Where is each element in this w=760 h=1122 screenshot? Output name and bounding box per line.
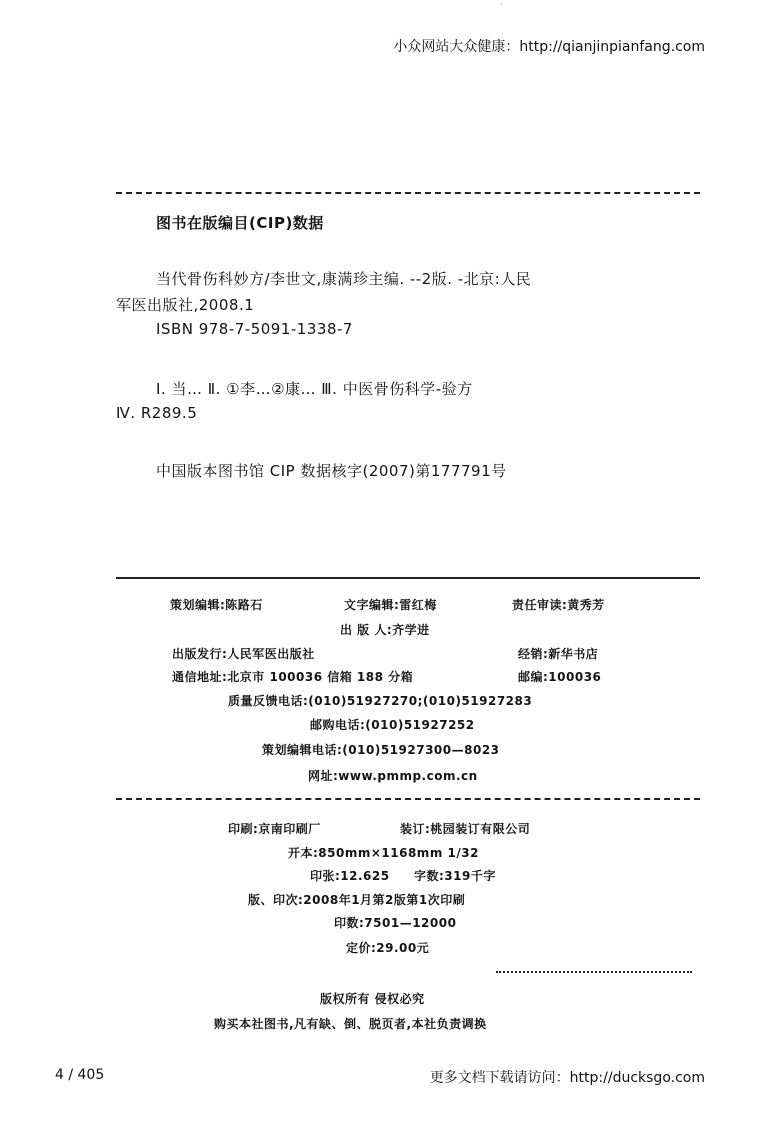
editor-planning: 策划编辑:陈路石 [170,598,263,612]
cip-entry-line2: 军医出版社,2008.1 [116,296,255,314]
page-indicator: 4 / 405 [55,1067,105,1083]
price-dotted-rule [496,971,692,973]
publisher-address: 通信地址:北京市 100036 信箱 188 分箱 [172,670,414,684]
editor-text: 文字编辑:雷红梅 [344,598,437,612]
edition-info: 版、印次:2008年1月第2版第1次印刷 [248,893,466,907]
cip-subject-line2: Ⅳ. R289.5 [116,404,198,422]
cip-subject-line1: Ⅰ. 当… Ⅱ. ①李…②康… Ⅲ. 中医骨伤科学-验方 [156,380,473,398]
book-format: 开本:850mm×1168mm 1/32 [288,846,479,860]
publisher-person: 出 版 人:齐学进 [340,623,430,637]
publisher-postcode: 邮编:100036 [518,670,602,684]
cip-top-rule [116,192,700,194]
printing-top-rule [116,798,700,800]
rights-line2: 购买本社图书,凡有缺、倒、脱页者,本社负责调换 [214,1017,487,1031]
editorial-phone: 策划编辑电话:(010)51927300—8023 [262,743,500,757]
price: 定价:29.00元 [346,941,430,955]
cip-heading: 图书在版编目(CIP)数据 [156,214,324,232]
cip-record: 中国版本图书馆 CIP 数据核字(2007)第177791号 [156,462,507,480]
footer-site-link[interactable]: 更多文档下载请访问：http://ducksgo.com [429,1070,705,1086]
cip-entry-line1: 当代骨伤科妙方/李世文,康满珍主编. --2版. -北京:人民 [156,270,532,288]
quality-phone: 质量反馈电话:(010)51927270;(010)51927283 [228,694,533,708]
print-sheets: 印张:12.625 [310,869,390,883]
rights-line1: 版权所有 侵权必究 [320,992,425,1006]
publisher-seller: 经销:新华书店 [518,647,599,661]
top-dot-mark: · [500,0,503,9]
editor-review: 责任审读:黄秀芳 [512,598,605,612]
print-copies: 印数:7501—12000 [334,916,457,930]
header-site-link[interactable]: 小众网站大众健康：http://qianjinpianfang.com [393,39,705,55]
binder: 装订:桃园装订有限公司 [400,822,531,836]
publisher-distribution: 出版发行:人民军医出版社 [172,647,315,661]
cip-isbn: ISBN 978-7-5091-1338-7 [156,320,353,338]
order-phone: 邮购电话:(010)51927252 [310,718,475,732]
printer: 印刷:京南印刷厂 [228,822,321,836]
word-count: 字数:319千字 [414,869,496,883]
publisher-website[interactable]: 网址:www.pmmp.com.cn [308,769,478,783]
publisher-top-rule [116,577,700,579]
